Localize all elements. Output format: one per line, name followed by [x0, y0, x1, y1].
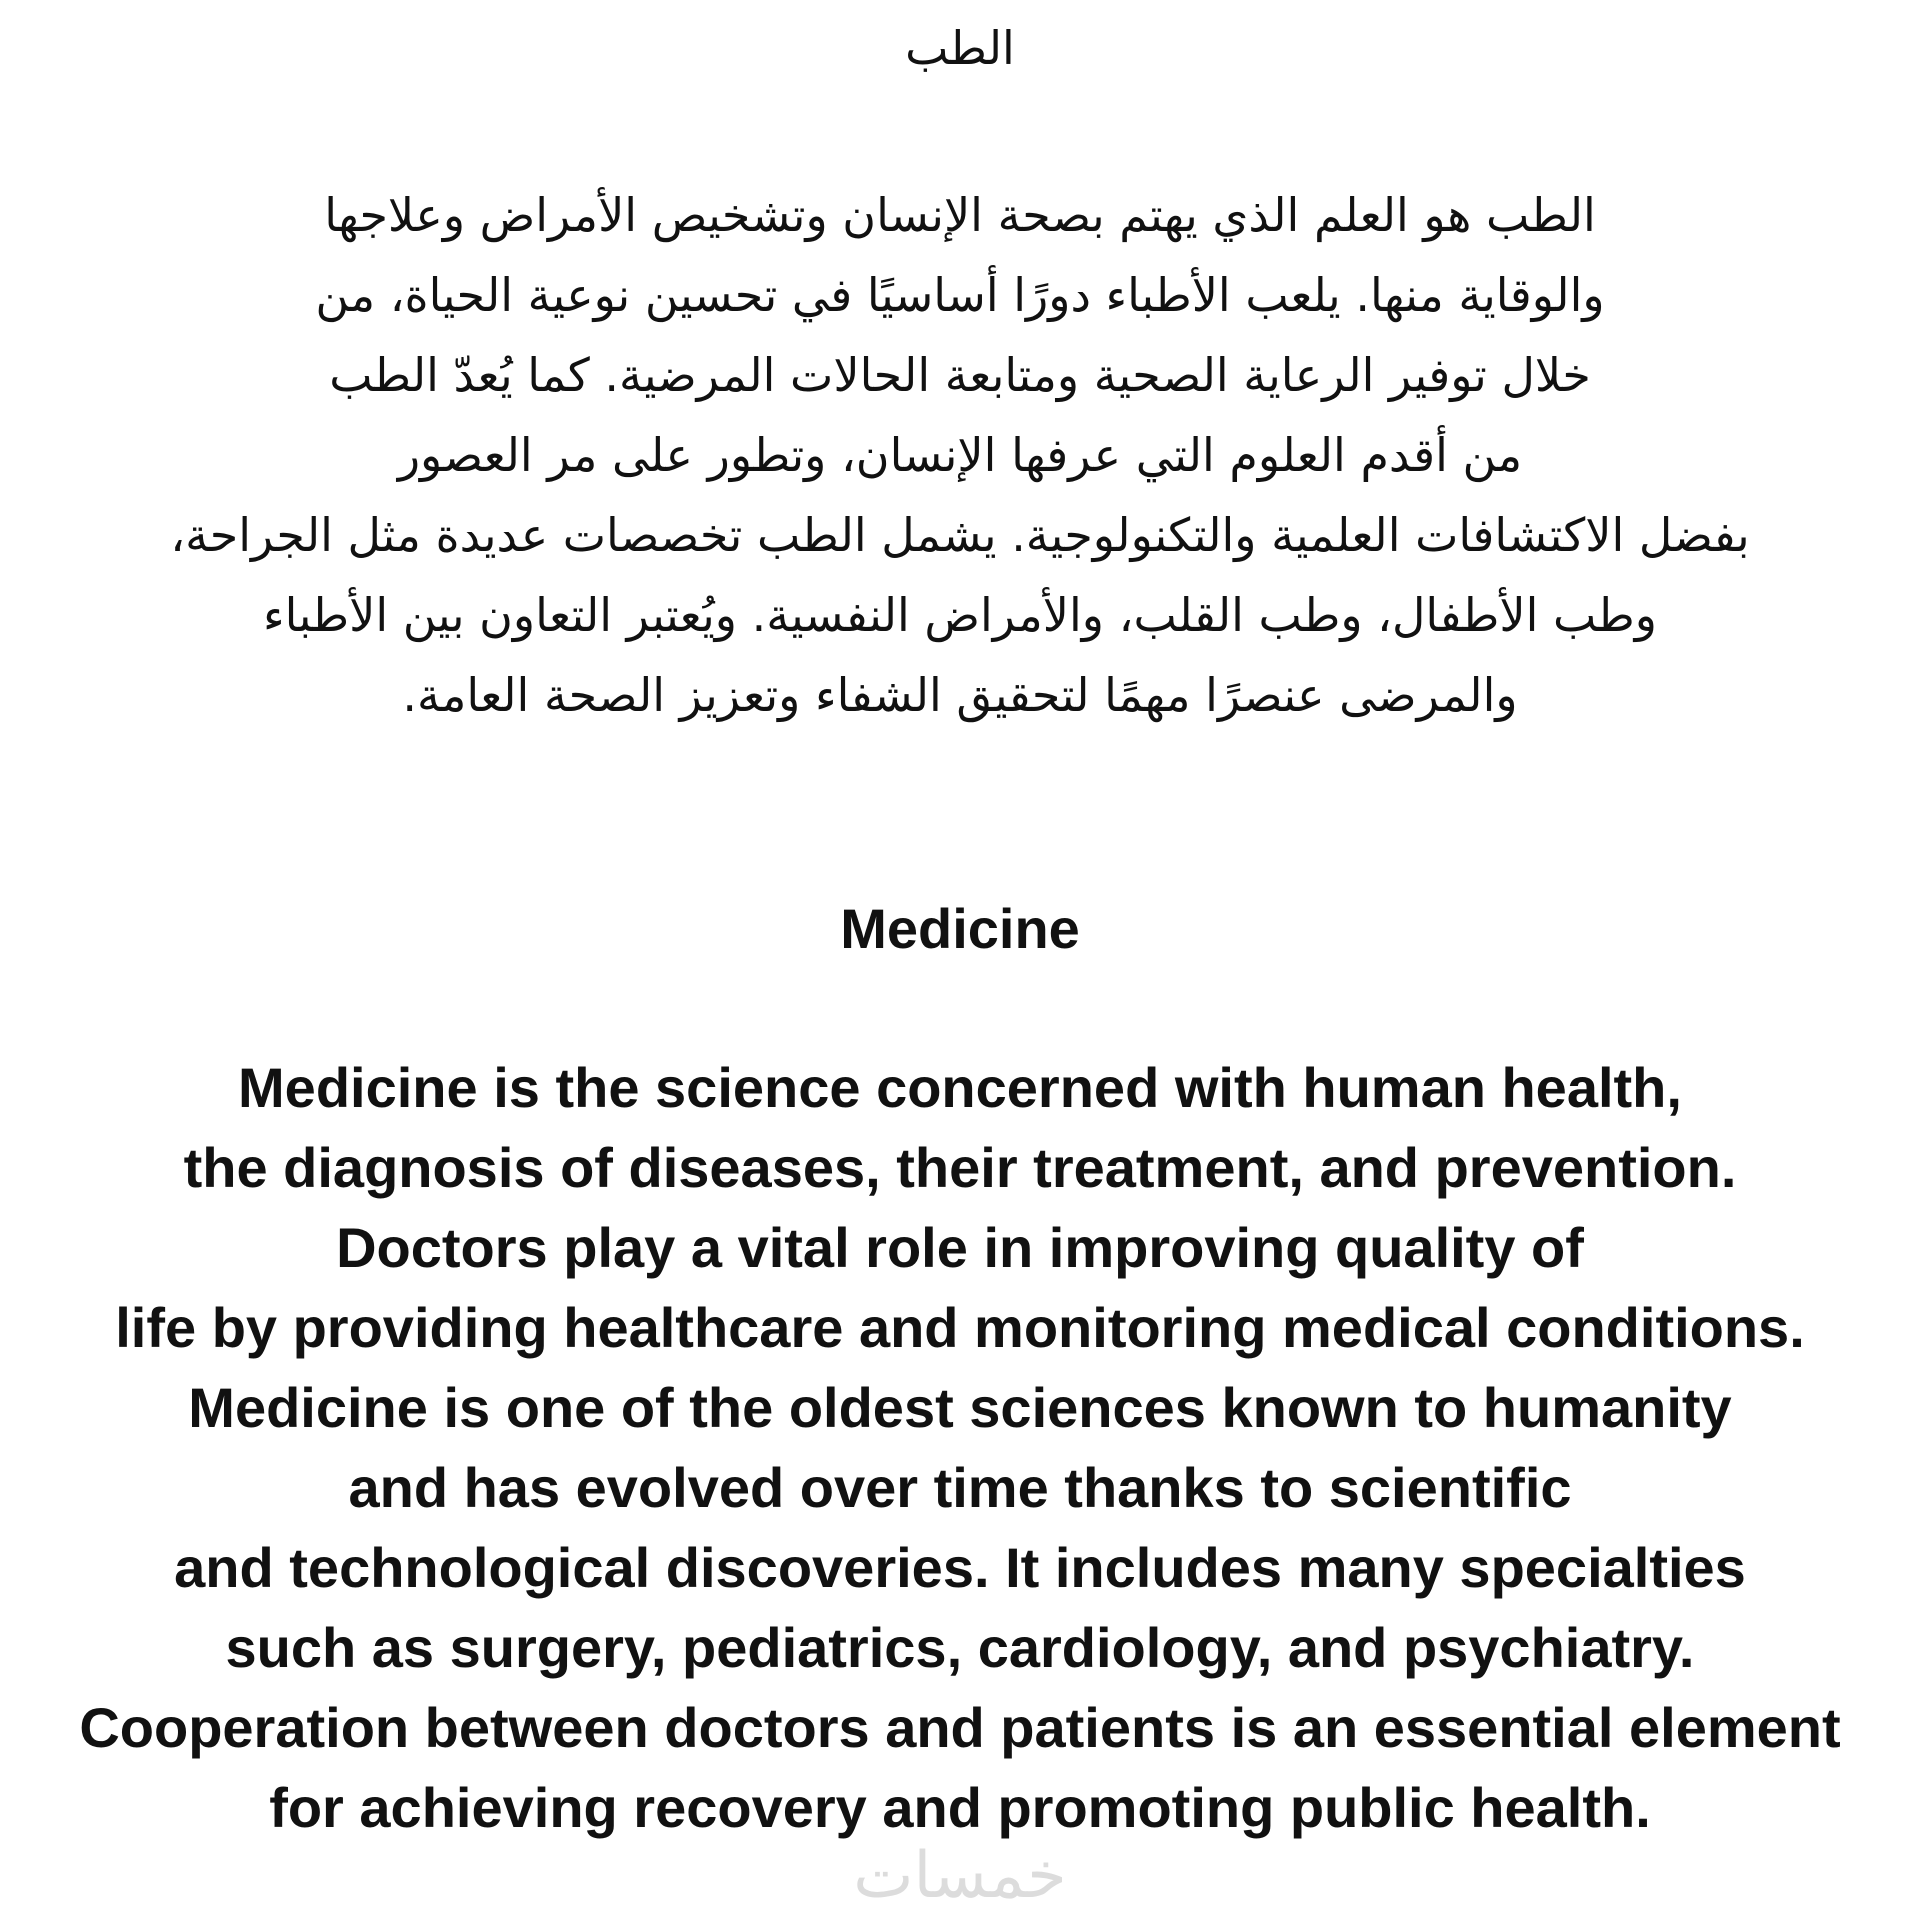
arabic-paragraph-line: خلال توفير الرعاية الصحية ومتابعة الحالات المرضية. كما يُعدّ الطب: [329, 348, 1591, 402]
arabic-title: الطب: [905, 21, 1015, 75]
arabic-paragraph-line: بفضل الاكتشافات العلمية والتكنولوجية. يشمل الطب تخصصات عديدة مثل الجراحة،: [170, 508, 1750, 562]
english-paragraph-line: such as surgery, pediatrics, cardiology, and psychiatry.: [225, 1616, 1695, 1679]
arabic-paragraph-line: والمرضى عنصرًا مهمًا لتحقيق الشفاء وتعزيز الصحة العامة.: [402, 668, 1518, 722]
english-title: Medicine: [840, 897, 1080, 960]
arabic-paragraph-line: وطب الأطفال، وطب القلب، والأمراض النفسية. ويُعتبر التعاون بين الأطباء: [263, 588, 1657, 642]
watermark-logo: خمسات: [853, 1839, 1067, 1913]
arabic-paragraph-line: من أقدم العلوم التي عرفها الإنسان، وتطور على مر العصور: [397, 428, 1523, 482]
english-paragraph-line: Cooperation between doctors and patients is an essential element: [79, 1696, 1841, 1759]
english-paragraph-line: and technological discoveries. It includes many specialties: [174, 1536, 1746, 1599]
english-paragraph-line: and has evolved over time thanks to scientific: [348, 1456, 1572, 1519]
english-paragraph-line: Medicine is the science concerned with human health,: [238, 1056, 1682, 1119]
english-paragraph-line: life by providing healthcare and monitoring medical conditions.: [115, 1296, 1805, 1359]
arabic-paragraph-line: والوقاية منها. يلعب الأطباء دورًا أساسيًا في تحسين نوعية الحياة، من: [315, 268, 1605, 322]
english-paragraph-line: the diagnosis of diseases, their treatment, and prevention.: [183, 1136, 1737, 1199]
english-paragraph-line: Doctors play a vital role in improving quality of: [336, 1216, 1584, 1279]
english-paragraph-line: for achieving recovery and promoting public health.: [269, 1776, 1651, 1839]
arabic-paragraph-line: الطب هو العلم الذي يهتم بصحة الإنسان وتشخيص الأمراض وعلاجها: [324, 188, 1596, 242]
english-paragraph-line: Medicine is one of the oldest sciences known to humanity: [188, 1376, 1732, 1439]
